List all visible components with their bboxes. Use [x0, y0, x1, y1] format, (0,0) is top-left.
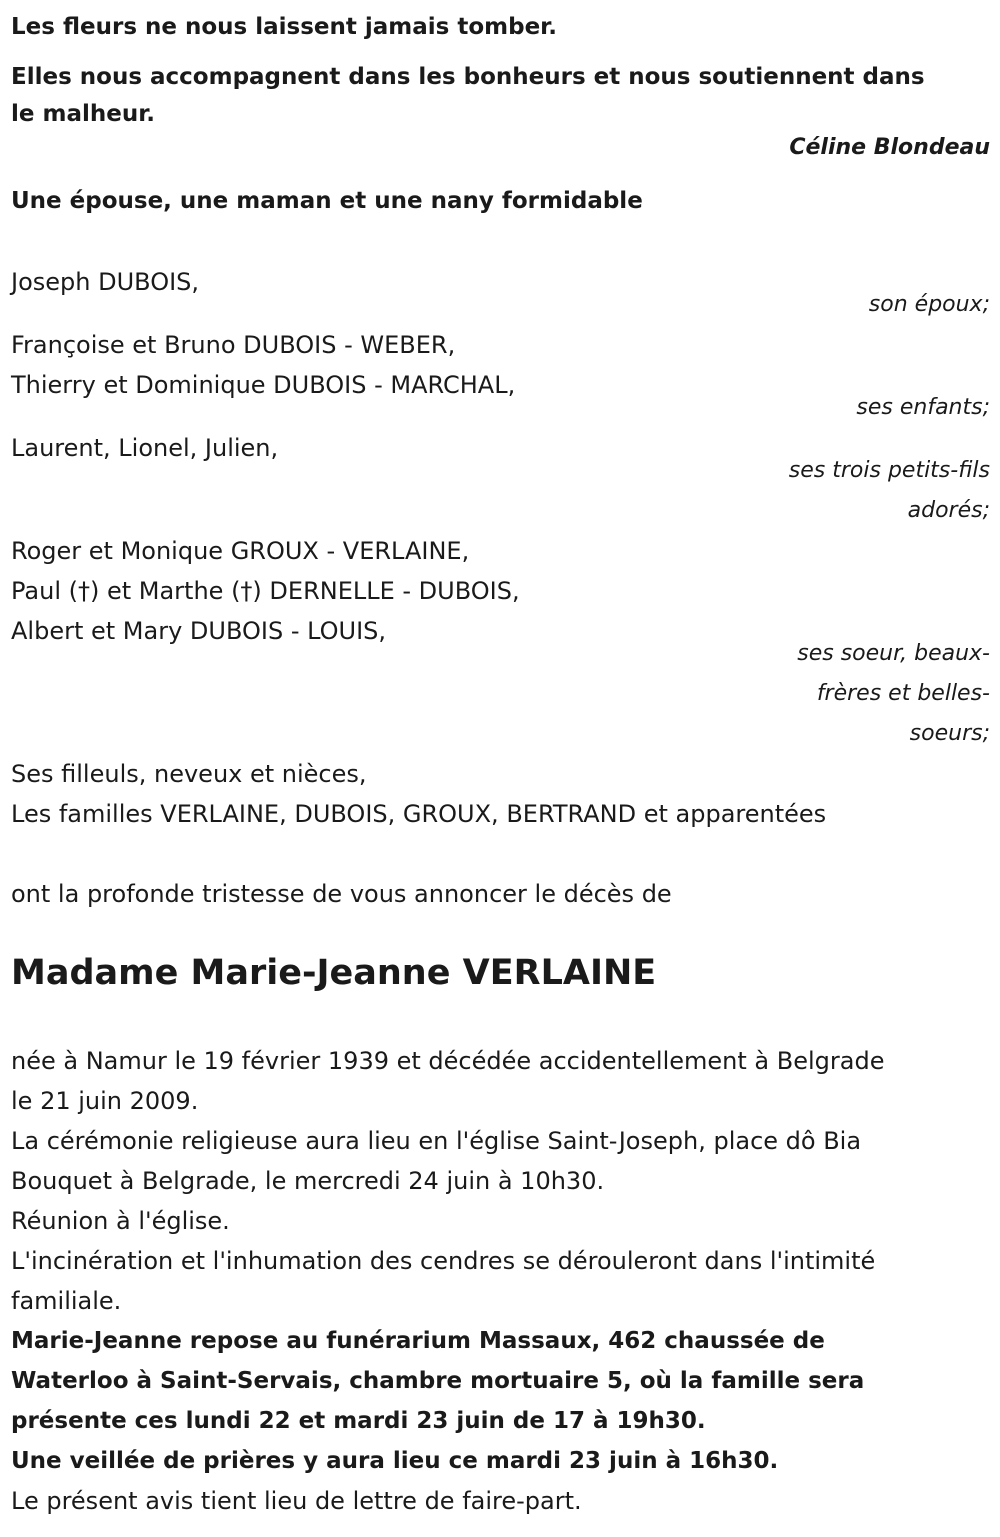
announcement: ont la profonde tristesse de vous annoncer le décès de [11, 880, 672, 908]
quote-line-2: Elles nous accompagnent dans les bonheurs et nous soutiennent dans [11, 64, 925, 90]
child-2: Thierry et Dominique DUBOIS - MARCHAL, [11, 371, 516, 399]
repose-line-2: Waterloo à Saint-Servais, chambre mortuaire 5, où la famille sera [11, 1368, 865, 1394]
siblings-role-2: frères et belles- [816, 681, 990, 706]
quote-line-1: Les fleurs ne nous laissent jamais tomber. [11, 14, 557, 40]
grandchildren-names: Laurent, Lionel, Julien, [11, 434, 279, 462]
sibling-2: Paul (†) et Marthe (†) DERNELLE - DUBOIS, [11, 577, 520, 605]
grandchildren-role-1: ses trois petits-fils [788, 458, 990, 483]
grandchildren-role-2: adorés; [907, 498, 990, 523]
siblings-role-1: ses soeur, beaux- [797, 641, 990, 666]
vigil-line: Une veillée de prières y aura lieu ce mardi 23 juin à 16h30. [11, 1448, 779, 1474]
detail-line-6: L'incinération et l'inhumation des cendres se dérouleront dans l'intimité [11, 1247, 876, 1275]
quote-author: Céline Blondeau [789, 135, 990, 160]
child-1: Françoise et Bruno DUBOIS - WEBER, [11, 331, 456, 359]
detail-line-5: Réunion à l'église. [11, 1207, 230, 1235]
deceased-name: Madame Marie-Jeanne VERLAINE [11, 953, 657, 993]
spouse-name: Joseph DUBOIS, [11, 268, 200, 296]
detail-line-7: familiale. [11, 1287, 122, 1315]
tagline: Une épouse, une maman et une nany formidable [11, 188, 643, 214]
others-2: Les familles VERLAINE, DUBOIS, GROUX, BERTRAND et apparentées [11, 800, 827, 828]
sibling-1: Roger et Monique GROUX - VERLAINE, [11, 537, 470, 565]
detail-line-3: La cérémonie religieuse aura lieu en l'église Saint-Joseph, place dô Bia [11, 1127, 862, 1155]
closing-line: Le présent avis tient lieu de lettre de faire-part. [11, 1487, 582, 1515]
others-1: Ses filleuls, neveux et nièces, [11, 760, 367, 788]
detail-line-2: le 21 juin 2009. [11, 1087, 199, 1115]
repose-line-1: Marie-Jeanne repose au funérarium Massaux, 462 chaussée de [11, 1328, 825, 1354]
siblings-role-3: soeurs; [909, 721, 990, 746]
repose-line-3: présente ces lundi 22 et mardi 23 juin de 17 à 19h30. [11, 1408, 706, 1434]
spouse-role: son époux; [868, 292, 990, 317]
quote-line-3: le malheur. [11, 101, 156, 127]
detail-line-4: Bouquet à Belgrade, le mercredi 24 juin à 10h30. [11, 1167, 605, 1195]
detail-line-1: née à Namur le 19 février 1939 et décédée accidentellement à Belgrade [11, 1047, 885, 1075]
children-role: ses enfants; [856, 395, 990, 420]
sibling-3: Albert et Mary DUBOIS - LOUIS, [11, 617, 387, 645]
